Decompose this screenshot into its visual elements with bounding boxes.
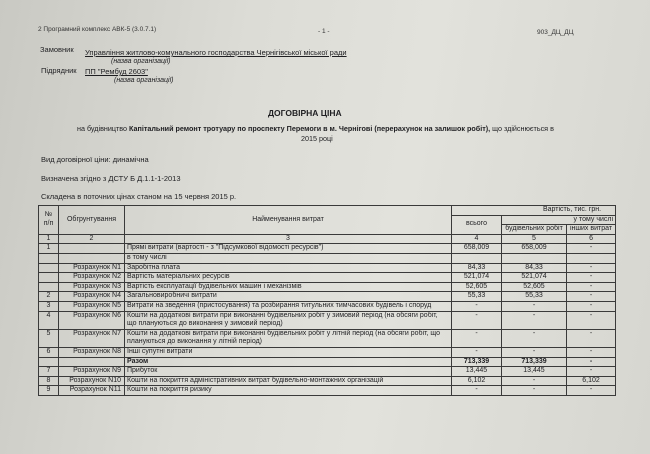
row-number: 3 <box>39 301 59 311</box>
table-row <box>39 263 616 273</box>
document-title: ДОГОВІРНА ЦІНА <box>268 108 342 118</box>
row-basis: Розрахунок N7 <box>59 329 125 347</box>
row-basis: Розрахунок N2 <box>59 273 125 283</box>
col-cost-header: Вартість, тис. грн. <box>452 206 616 216</box>
table-row <box>39 253 616 263</box>
row-name: Прямі витрати (вартості - з "Підсумкової відомості ресурсів") <box>125 244 452 254</box>
column-number: 4 <box>452 234 502 244</box>
col-basis-header: Обгрунтування <box>59 206 125 235</box>
row-other: - <box>567 367 616 377</box>
row-basis: Розрахунок N9 <box>59 367 125 377</box>
row-other: - <box>567 273 616 283</box>
row-name: Кошти на покриття ризику <box>125 386 452 396</box>
row-name: Загальновиробничі витрати <box>125 292 452 302</box>
row-total: 521,074 <box>452 273 502 283</box>
row-build: - <box>502 311 567 329</box>
row-basis <box>59 253 125 263</box>
row-total: - <box>452 386 502 396</box>
row-total: 658,009 <box>452 244 502 254</box>
column-number: 2 <box>59 234 125 244</box>
row-build: 713,339 <box>502 357 567 367</box>
column-number: 3 <box>125 234 452 244</box>
page-number: - 1 - <box>318 28 330 35</box>
row-number <box>39 273 59 283</box>
row-total: 713,339 <box>452 357 502 367</box>
row-build: 52,605 <box>502 282 567 292</box>
row-number <box>39 263 59 273</box>
row-name: Інші супутні витрати <box>125 347 452 357</box>
row-name: в тому числі <box>125 253 452 263</box>
row-other: - <box>567 329 616 347</box>
row-number <box>39 282 59 292</box>
row-number: 5 <box>39 329 59 347</box>
table-row <box>39 292 616 302</box>
table-row <box>39 386 616 396</box>
row-other: - <box>567 292 616 302</box>
row-basis <box>59 244 125 254</box>
row-total: - <box>452 329 502 347</box>
row-basis: Розрахунок N3 <box>59 282 125 292</box>
row-number: 6 <box>39 347 59 357</box>
column-number: 5 <box>502 234 567 244</box>
row-build: 658,009 <box>502 244 567 254</box>
cost-table <box>38 205 616 396</box>
table-row <box>39 357 616 367</box>
customer-name: Управління житлово-комунального господарства Чернігівської міської ради <box>85 48 347 57</box>
row-number: 1 <box>39 244 59 254</box>
object-name: Капітальний ремонт тротуару по проспекту Перемоги в м. Чернігові (перерахунок на залишок робіт), <box>129 124 491 133</box>
row-build: 13,445 <box>502 367 567 377</box>
row-build: 55,33 <box>502 292 567 302</box>
compiled-date: Складена в поточних цінах станом на 15 червня 2015 р. <box>41 192 237 201</box>
contractor-note: (назва організації) <box>114 77 174 84</box>
row-build <box>502 253 567 263</box>
row-other: - <box>567 301 616 311</box>
row-total: 6,102 <box>452 376 502 386</box>
row-other: - <box>567 347 616 357</box>
row-other: - <box>567 263 616 273</box>
table-row <box>39 376 616 386</box>
object-line <box>77 125 554 132</box>
row-total: - <box>452 311 502 329</box>
row-other: - <box>567 282 616 292</box>
row-build: - <box>502 386 567 396</box>
row-number <box>39 253 59 263</box>
row-name: Прибуток <box>125 367 452 377</box>
row-build: - <box>502 347 567 357</box>
row-build: 84,33 <box>502 263 567 273</box>
col-other-header: інших витрат <box>567 225 616 235</box>
col-num-header: № п/п <box>39 206 59 235</box>
object-prefix: на будівництво <box>77 124 128 133</box>
row-name: Вартість експлуатації будівельних машин і механізмів <box>125 282 452 292</box>
row-other: - <box>567 386 616 396</box>
row-total: 13,445 <box>452 367 502 377</box>
row-total: 55,33 <box>452 292 502 302</box>
row-number: 8 <box>39 376 59 386</box>
table-row <box>39 329 616 347</box>
row-basis: Розрахунок N8 <box>59 347 125 357</box>
row-total: - <box>452 301 502 311</box>
row-total: - <box>452 347 502 357</box>
table-row <box>39 282 616 292</box>
row-name: Кошти на додаткові витрати при виконанні будівельних робіт у літній період (на обсяги робіт, що плануються до виконання у літній період) <box>125 329 452 347</box>
table-row <box>39 311 616 329</box>
row-number <box>39 357 59 367</box>
table-row <box>39 347 616 357</box>
row-total: 84,33 <box>452 263 502 273</box>
row-number: 4 <box>39 311 59 329</box>
row-name: Заробітна плата <box>125 263 452 273</box>
standard: Визначена згідно з ДСТУ Б Д.1.1-1-2013 <box>41 174 181 183</box>
customer-label: Замовник <box>40 45 74 54</box>
row-other: - <box>567 357 616 367</box>
software-version: 2 Програмний комплекс АВК-5 (3.0.7.1) <box>38 26 157 33</box>
column-number: 6 <box>567 234 616 244</box>
document-code: 903_ДЦ_ДЦ <box>537 29 574 36</box>
price-type: Вид договірної ціни: динамічна <box>41 155 149 164</box>
customer-note: (назва організації) <box>111 58 171 65</box>
row-build: - <box>502 301 567 311</box>
row-build: - <box>502 376 567 386</box>
row-total <box>452 253 502 263</box>
col-build-header: будівельних робіт <box>502 225 567 235</box>
col-name-header: Найменування витрат <box>125 206 452 235</box>
table-row <box>39 244 616 254</box>
row-basis: Розрахунок N11 <box>59 386 125 396</box>
table-row <box>39 367 616 377</box>
row-name: Кошти на додаткові витрати при виконанні будівельних робіт у зимовий період (на обсяги робіт, що плануються до виконання у зимовий період) <box>125 311 452 329</box>
row-number: 2 <box>39 292 59 302</box>
col-incl-header: у тому числі <box>502 215 616 225</box>
row-name: Вартість матеріальних ресурсів <box>125 273 452 283</box>
table-row <box>39 273 616 283</box>
row-name: Кошти на покриття адміністративних витрат будівельно-монтажних організацій <box>125 376 452 386</box>
contractor-name: ПП "Рембуд 2603" <box>85 67 148 76</box>
column-number: 1 <box>39 234 59 244</box>
row-build: 521,074 <box>502 273 567 283</box>
row-other: 6,102 <box>567 376 616 386</box>
row-other: - <box>567 244 616 254</box>
col-total-header: всього <box>452 215 502 234</box>
row-basis: Розрахунок N4 <box>59 292 125 302</box>
row-basis: Розрахунок N5 <box>59 301 125 311</box>
column-numbers-row <box>39 234 616 244</box>
row-basis: Розрахунок N6 <box>59 311 125 329</box>
object-suffix: що здійснюється в <box>492 124 554 133</box>
row-name: Витрати на зведення (пристосування) та розбирання титульних тимчасових будівель і споруд <box>125 301 452 311</box>
row-name: Разом <box>125 357 452 367</box>
row-number: 7 <box>39 367 59 377</box>
row-number: 9 <box>39 386 59 396</box>
row-total: 52,605 <box>452 282 502 292</box>
row-basis <box>59 357 125 367</box>
row-build: - <box>502 329 567 347</box>
row-basis: Розрахунок N1 <box>59 263 125 273</box>
row-other: - <box>567 311 616 329</box>
row-basis: Розрахунок N10 <box>59 376 125 386</box>
object-year: 2015 році <box>301 134 333 143</box>
contractor-label: Підрядник <box>41 66 77 75</box>
row-other <box>567 253 616 263</box>
table-row <box>39 301 616 311</box>
